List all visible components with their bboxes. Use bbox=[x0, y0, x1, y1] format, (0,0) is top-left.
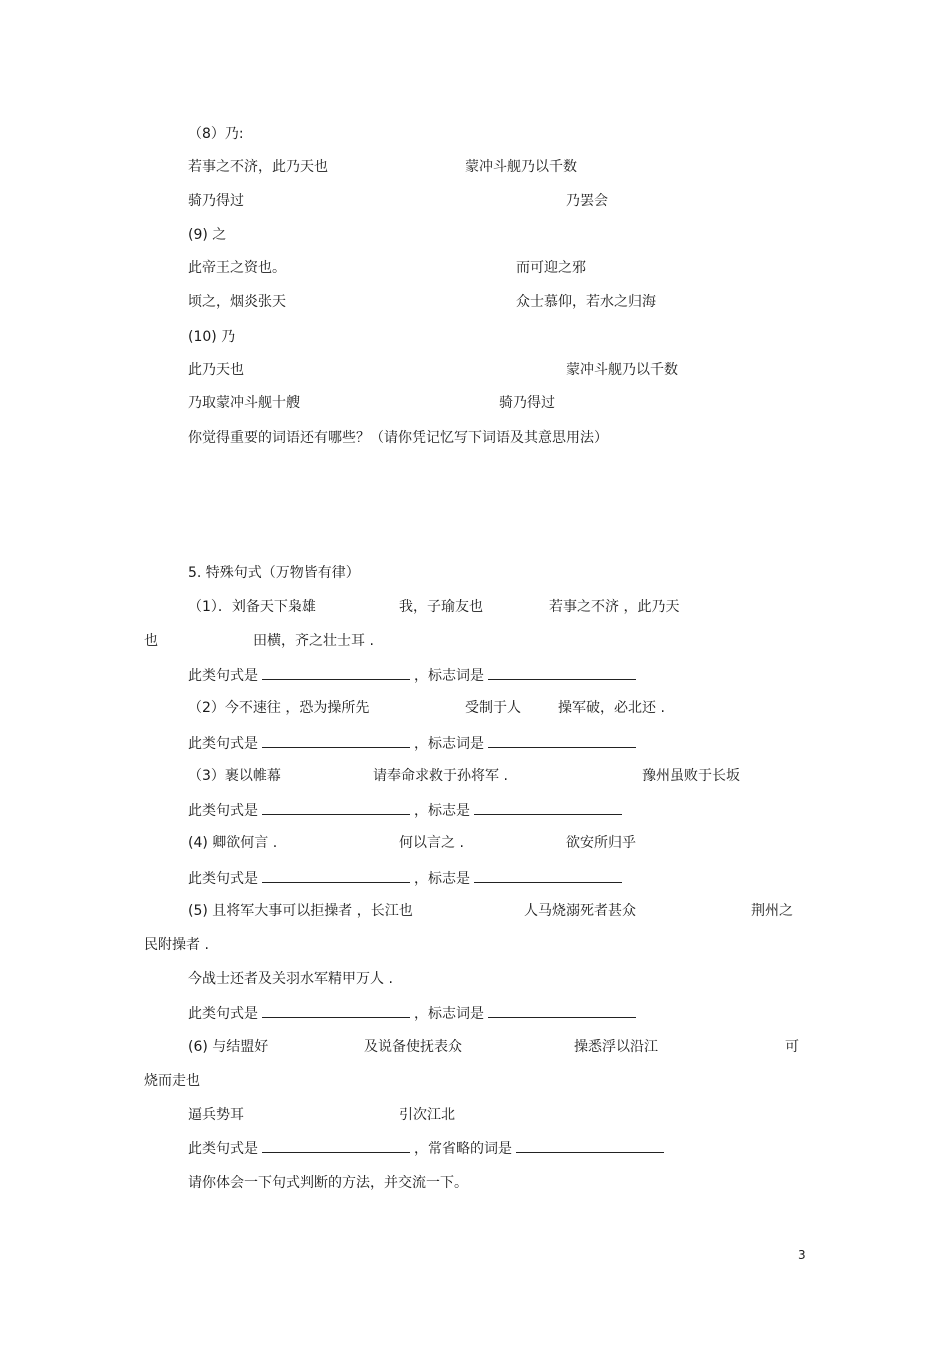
answer-blank[interactable] bbox=[488, 1004, 636, 1018]
fill-in-line bbox=[188, 1004, 640, 1023]
fill-prefix: 此类句式是 bbox=[188, 871, 258, 887]
answer-blank[interactable] bbox=[262, 734, 410, 748]
example-line: 受制于人 bbox=[465, 700, 521, 716]
fill-in-line bbox=[188, 734, 640, 753]
example-line: （3）裹以帷幕 bbox=[188, 768, 281, 784]
example-line: (6) 与结盟好 bbox=[188, 1039, 269, 1055]
section-9-heading: (9) 之 bbox=[188, 227, 227, 243]
example-line: 顷之，烟炎张天 bbox=[188, 294, 286, 310]
answer-blank[interactable] bbox=[474, 801, 622, 815]
fill-mid: ，标志词是 bbox=[414, 1006, 484, 1022]
example-line: 此乃天也 bbox=[188, 362, 244, 378]
section-5-title: 5. 特殊句式（万物皆有律） bbox=[188, 565, 360, 581]
question-prompt: 你觉得重要的词语还有哪些？（请你凭记忆写下词语及其意思用法） bbox=[188, 430, 608, 446]
example-line: 蒙冲斗舰乃以千数 bbox=[566, 362, 678, 378]
example-line: 民附操者 . bbox=[144, 937, 209, 953]
answer-blank[interactable] bbox=[262, 666, 410, 680]
example-line: 人马烧溺死者甚众 bbox=[524, 903, 636, 919]
fill-in-line bbox=[188, 801, 626, 820]
fill-mid: ，常省略的词是 bbox=[414, 1141, 512, 1157]
fill-in-line bbox=[188, 666, 640, 685]
fill-prefix: 此类句式是 bbox=[188, 803, 258, 819]
page-number: 3 bbox=[798, 1248, 806, 1262]
answer-blank[interactable] bbox=[488, 666, 636, 680]
example-line: 而可迎之邪 bbox=[516, 260, 586, 276]
fill-prefix: 此类句式是 bbox=[188, 668, 258, 684]
closing-prompt: 请你体会一下句式判断的方法，并交流一下。 bbox=[188, 1175, 468, 1191]
example-line: (5) 且将军大事可以拒操者 ，长江也 bbox=[188, 903, 413, 919]
answer-blank[interactable] bbox=[516, 1139, 664, 1153]
fill-prefix: 此类句式是 bbox=[188, 1141, 258, 1157]
example-line: 蒙冲斗舰乃以千数 bbox=[465, 159, 577, 175]
example-line: 烧而走也 bbox=[144, 1073, 200, 1089]
example-line: 操军破，必北还 . bbox=[558, 700, 665, 716]
example-line: 骑乃得过 bbox=[499, 395, 555, 411]
fill-in-line bbox=[188, 1139, 668, 1158]
fill-mid: ，标志词是 bbox=[414, 736, 484, 752]
section-8-heading: （8）乃: bbox=[188, 126, 244, 142]
example-line: 及说备使抚表众 bbox=[364, 1039, 462, 1055]
answer-blank[interactable] bbox=[262, 1139, 410, 1153]
example-line: 逼兵势耳 bbox=[188, 1107, 244, 1123]
example-line: 操悉浮以沿江 bbox=[574, 1039, 658, 1055]
answer-blank[interactable] bbox=[488, 734, 636, 748]
fill-mid: ，标志词是 bbox=[414, 668, 484, 684]
example-line: 荆州之 bbox=[751, 903, 793, 919]
answer-blank[interactable] bbox=[262, 1004, 410, 1018]
example-line: 我，子瑜友也 bbox=[399, 599, 483, 615]
example-line: 乃罢会 bbox=[566, 193, 608, 209]
example-line: 若事之不济 ，此乃天 bbox=[549, 599, 680, 615]
example-line: 欲安所归乎 bbox=[566, 835, 636, 851]
example-line: 今战士还者及关羽水军精甲万人 . bbox=[188, 971, 393, 987]
section-10-heading: (10) 乃 bbox=[188, 329, 236, 345]
fill-mid: ，标志是 bbox=[414, 871, 470, 887]
example-line: 何以言之 . bbox=[399, 835, 464, 851]
example-line: 请奉命求救于孙将军 . bbox=[373, 768, 508, 784]
answer-blank[interactable] bbox=[262, 869, 410, 883]
example-line: 引次江北 bbox=[399, 1107, 455, 1123]
example-line: 众士慕仰，若水之归海 bbox=[516, 294, 656, 310]
fill-mid: ，标志是 bbox=[414, 803, 470, 819]
example-line: 乃取蒙冲斗舰十艘 bbox=[188, 395, 300, 411]
example-line: （2）今不速往 ，恐为操所先 bbox=[188, 700, 370, 716]
example-line: 骑乃得过 bbox=[188, 193, 244, 209]
answer-blank[interactable] bbox=[262, 801, 410, 815]
fill-prefix: 此类句式是 bbox=[188, 1006, 258, 1022]
fill-prefix: 此类句式是 bbox=[188, 736, 258, 752]
example-line: 田横，齐之壮士耳 . bbox=[253, 633, 374, 649]
example-line: 若事之不济，此乃天也 bbox=[188, 159, 328, 175]
fill-in-line bbox=[188, 869, 626, 888]
example-line: 可 bbox=[785, 1039, 799, 1055]
answer-blank[interactable] bbox=[474, 869, 622, 883]
example-line: (4) 卿欲何言 . bbox=[188, 835, 278, 851]
example-line: 也 bbox=[144, 633, 158, 649]
example-line: 豫州虽败于长坂 bbox=[642, 768, 740, 784]
example-line: 此帝王之资也。 bbox=[188, 260, 286, 276]
example-line: （1）．刘备天下枭雄 bbox=[188, 599, 316, 615]
